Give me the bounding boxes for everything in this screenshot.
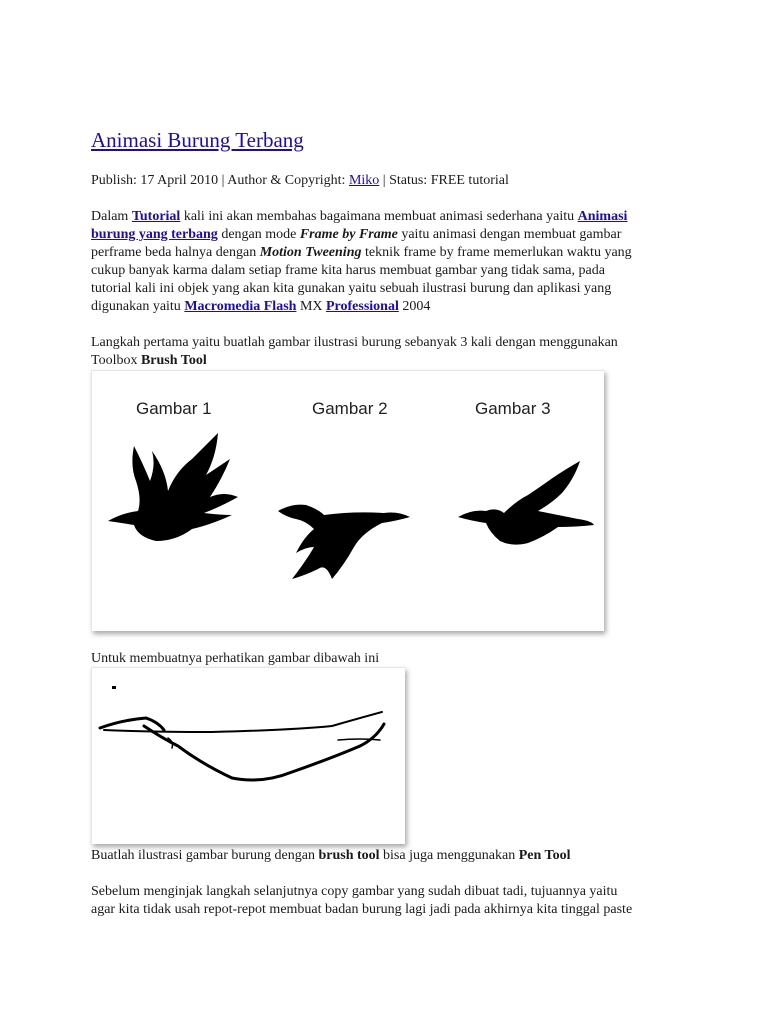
- text: digunakan yaitu: [91, 299, 185, 314]
- next-step-line-2: agar kita tidak usah repot-repot membuat badan burung lagi jadi pada akhirnya kita tinggal paste: [91, 902, 633, 917]
- author-link[interactable]: Miko: [348, 173, 380, 188]
- figure-label-2: Gambar 2: [312, 399, 388, 418]
- motion-tweening-emphasis: Motion Tweening: [259, 245, 362, 260]
- article-title-link[interactable]: Animasi Burung Terbang: [91, 128, 304, 152]
- animasi-link-part1[interactable]: Animasi: [577, 209, 628, 224]
- intro-line-4: cukup banyak karma dalam setiap frame kita harus membuat gambar yang tidak sama, pada: [91, 263, 605, 278]
- bird-2-silhouette: [278, 505, 410, 579]
- text: bisa juga menggunakan: [379, 848, 519, 863]
- text: Toolbox: [91, 353, 141, 368]
- bird-sketch-figure: [91, 667, 405, 844]
- text: teknik frame by frame memerlukan waktu yang: [361, 245, 632, 260]
- text: MX: [296, 299, 326, 314]
- text: 2004: [398, 299, 431, 314]
- bird-outline-sketch: [92, 668, 405, 844]
- bird-silhouettes: [92, 371, 604, 631]
- brush-line: [91, 847, 691, 865]
- status-info: | Status: FREE tutorial: [379, 173, 509, 188]
- sketch-tail-line: [338, 739, 380, 740]
- intro-line-3: [91, 244, 691, 262]
- next-step-paragraph: [91, 883, 691, 919]
- intro-line-6: [91, 298, 691, 316]
- intro-line-5: tutorial kali ini objek yang akan kita gunakan yaitu sebuah ilustrasi burung dan aplikasi yang: [91, 281, 612, 296]
- step1-line-2: [91, 352, 691, 370]
- bird-3-silhouette: [458, 461, 594, 545]
- pen-tool-bold: Pen Tool: [518, 848, 571, 863]
- instruction-paragraph: [91, 650, 691, 668]
- brush-tool-bold-2: brush tool: [318, 848, 380, 863]
- intro-line-2: [91, 226, 691, 244]
- brush-tool-bold: Brush Tool: [140, 353, 207, 368]
- text: kali ini akan membahas bagaimana membuat animasi sederhana yaitu: [180, 209, 578, 224]
- figure-label-3: Gambar 3: [475, 399, 551, 418]
- text: Buatlah ilustrasi gambar burung dengan: [91, 848, 319, 863]
- text: dengan mode: [217, 227, 300, 242]
- sketch-head-outline: [100, 718, 164, 730]
- instruction-line: Untuk membuatnya perhatikan gambar dibawah ini: [91, 651, 380, 666]
- tutorial-link[interactable]: Tutorial: [131, 209, 181, 224]
- professional-link[interactable]: Professional: [326, 299, 399, 314]
- sketch-dot: [112, 686, 116, 689]
- brush-paragraph: [91, 847, 691, 865]
- text: perframe beda halnya dengan: [91, 245, 260, 260]
- step1-line-1: Langkah pertama yaitu buatlah gambar ilustrasi burung sebanyak 3 kali dengan menggunakan: [91, 335, 618, 350]
- text: yaitu animasi dengan membuat gambar: [397, 227, 622, 242]
- text: Dalam: [91, 209, 132, 224]
- animasi-link-part2[interactable]: burung yang terbang: [91, 227, 218, 242]
- article-meta: [91, 173, 509, 189]
- publish-info: Publish: 17 April 2010 | Author & Copyright:: [91, 173, 349, 188]
- macromedia-flash-link[interactable]: Macromedia Flash: [184, 299, 297, 314]
- figure-label-1: Gambar 1: [136, 399, 212, 418]
- next-step-line-1: Sebelum menginjak langkah selanjutnya copy gambar yang sudah dibuat tadi, tujuannya yaitu: [91, 884, 618, 899]
- intro-paragraph: [91, 208, 691, 316]
- sketch-back-line: [104, 712, 382, 732]
- frame-by-frame-emphasis: Frame by Frame: [299, 227, 398, 242]
- step1-paragraph: [91, 334, 691, 370]
- bird-frames-figure: [91, 370, 604, 631]
- bird-1-silhouette: [108, 433, 238, 541]
- intro-line-1: [91, 208, 691, 226]
